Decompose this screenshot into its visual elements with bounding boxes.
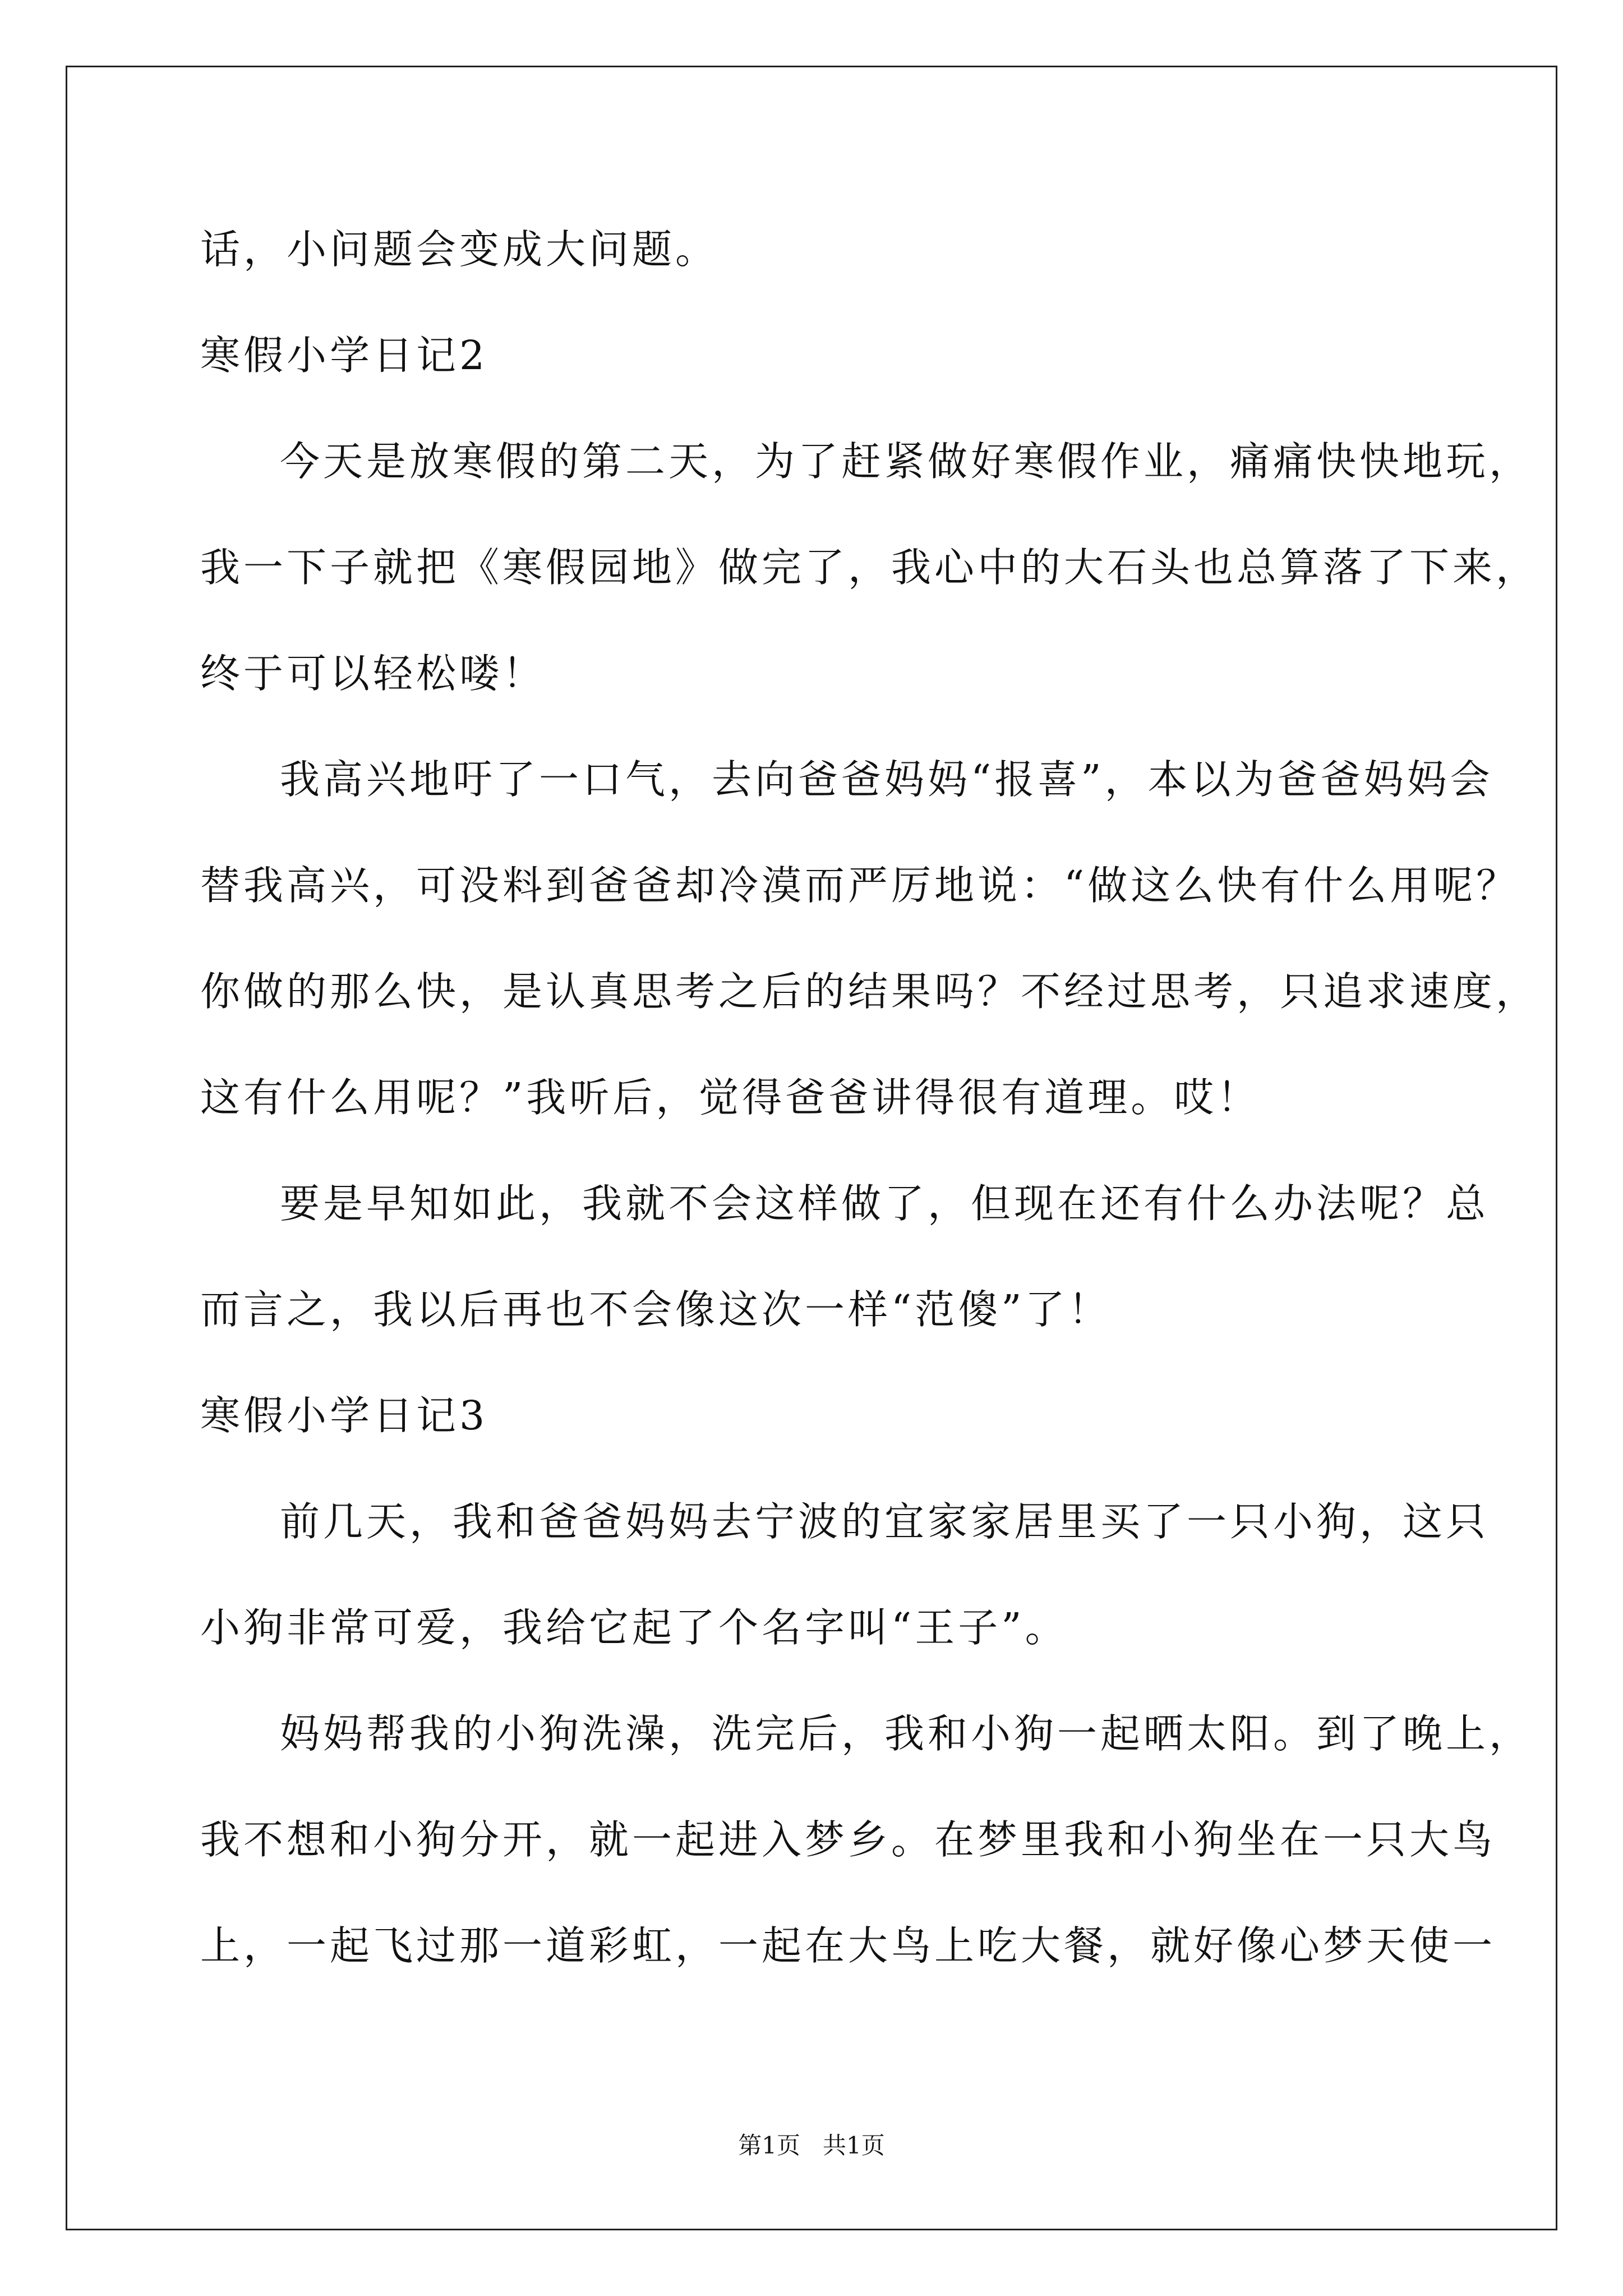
text-line: 上，一起飞过那一道彩虹，一起在大鸟上吃大餐，就好像心梦天使一	[200, 1922, 1496, 1969]
text-line: 前几天，我和爸爸妈妈去宁波的宜家家居里买了一只小狗，这只	[280, 1498, 1490, 1545]
text-line: 替我高兴，可没料到爸爸却冷漠而严厉地说：“做这么快有什么用呢？	[200, 862, 1520, 909]
text-line: 话，小问题会变成大问题。	[200, 226, 719, 273]
text-line: 我高兴地吁了一口气，去向爸爸妈妈“报喜”，本以为爸爸妈妈会	[280, 756, 1493, 803]
document-body	[200, 208, 1539, 2010]
text-line: 我一下子就把《寒假园地》做完了，我心中的大石头也总算落了下来，	[200, 544, 1539, 591]
section-heading: 寒假小学日记3	[200, 1392, 488, 1439]
text-line: 妈妈帮我的小狗洗澡，洗完后，我和小狗一起晒太阳。到了晚上，	[280, 1710, 1533, 1757]
text-line: 小狗非常可爱，我给它起了个名字叫“王子”。	[200, 1604, 1068, 1651]
text-line: 你做的那么快，是认真思考之后的结果吗？不经过思考，只追求速度，	[200, 968, 1539, 1015]
section-heading: 寒假小学日记2	[200, 332, 488, 379]
text-line: 我不想和小狗分开，就一起进入梦乡。在梦里我和小狗坐在一只大鸟	[200, 1816, 1496, 1863]
text-line: 要是早知如此，我就不会这样做了，但现在还有什么办法呢？总	[280, 1180, 1490, 1227]
page-footer: 第1页 共1页	[738, 2132, 885, 2159]
text-line: 今天是放寒假的第二天，为了赶紧做好寒假作业，痛痛快快地玩，	[280, 438, 1533, 485]
text-line: 而言之，我以后再也不会像这次一样“范傻”了！	[200, 1286, 1112, 1333]
text-line: 这有什么用呢？”我听后，觉得爸爸讲得很有道理。哎！	[200, 1074, 1261, 1121]
text-line: 终于可以轻松喽！	[200, 650, 546, 697]
